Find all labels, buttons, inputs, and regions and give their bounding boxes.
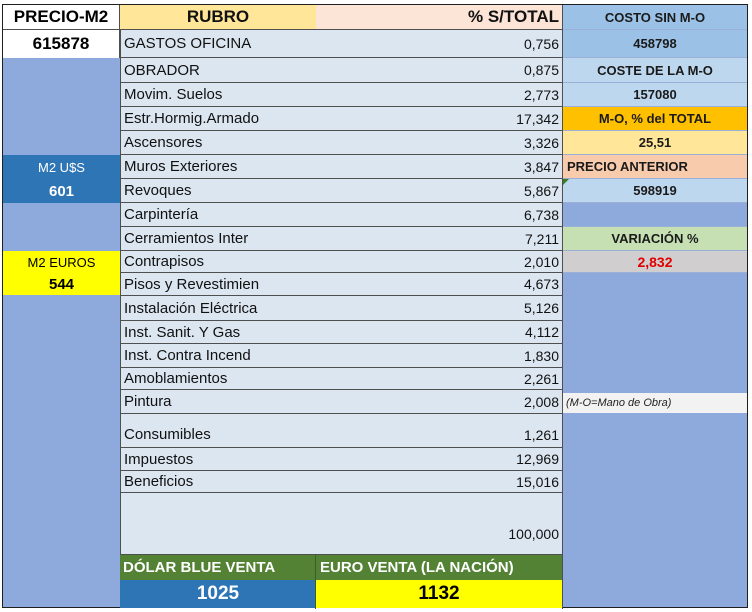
- pct-cell[interactable]: 17,342: [316, 107, 562, 131]
- m2-usd-value[interactable]: 601: [3, 179, 120, 203]
- column-divider: [562, 5, 563, 609]
- m2-usd-label[interactable]: M2 U$S: [3, 155, 120, 179]
- precio-m2-value[interactable]: 615878: [3, 30, 120, 58]
- euro-venta-value[interactable]: 1132: [316, 580, 562, 608]
- precio-anterior-label[interactable]: PRECIO ANTERIOR: [563, 155, 747, 179]
- pct-cell[interactable]: 2,010: [316, 251, 562, 273]
- empty-right-cell[interactable]: [563, 203, 747, 227]
- precio-anterior-value[interactable]: 598919: [563, 179, 747, 203]
- pct-cell[interactable]: 5,867: [316, 179, 562, 203]
- rubro-cell[interactable]: OBRADOR: [120, 58, 316, 83]
- pct-cell[interactable]: 4,112: [316, 321, 562, 344]
- mano-de-obra-note[interactable]: (M-O=Mano de Obra): [563, 393, 747, 413]
- rubro-cell[interactable]: GASTOS OFICINA: [120, 30, 316, 58]
- rubro-cell[interactable]: Inst. Sanit. Y Gas: [120, 321, 316, 344]
- rubro-cell[interactable]: Ascensores: [120, 131, 316, 155]
- rubro-cell[interactable]: Revoques: [120, 179, 316, 203]
- m2-euros-label[interactable]: M2 EUROS: [3, 251, 120, 273]
- m2-euros-value[interactable]: 544: [3, 273, 120, 295]
- rubro-cell[interactable]: Cerramientos Inter: [120, 227, 316, 251]
- rubro-cell[interactable]: Estr.Hormig.Armado: [120, 107, 316, 131]
- coste-mo-label[interactable]: COSTE DE LA M-O: [563, 58, 747, 83]
- rubro-cell[interactable]: Impuestos: [120, 448, 316, 471]
- spreadsheet-sheet: [2, 4, 748, 608]
- rubro-cell[interactable]: Carpintería: [120, 203, 316, 227]
- pct-cell[interactable]: 7,211: [316, 227, 562, 251]
- total-label-cell[interactable]: [120, 493, 316, 555]
- costo-sin-mo-label[interactable]: COSTO SIN M-O: [563, 5, 747, 30]
- coste-mo-value[interactable]: 157080: [563, 83, 747, 107]
- pct-cell[interactable]: 6,738: [316, 203, 562, 227]
- rubro-cell[interactable]: Instalación Eléctrica: [120, 296, 316, 321]
- euro-venta-label[interactable]: EURO VENTA (LA NACIÓN): [316, 555, 562, 580]
- rubro-cell[interactable]: Muros Exteriores: [120, 155, 316, 179]
- rubro-cell[interactable]: Movim. Suelos: [120, 83, 316, 107]
- pct-cell[interactable]: 2,008: [316, 390, 562, 414]
- pct-cell[interactable]: 5,126: [316, 296, 562, 321]
- costo-sin-mo-value[interactable]: 458798: [563, 30, 747, 58]
- pct-cell[interactable]: 0,875: [316, 58, 562, 83]
- pct-cell[interactable]: 3,326: [316, 131, 562, 155]
- dolar-blue-label[interactable]: DÓLAR BLUE VENTA: [120, 555, 316, 580]
- pct-cell[interactable]: 1,261: [316, 414, 562, 448]
- rubro-cell[interactable]: Pintura: [120, 390, 316, 414]
- mo-pct-label[interactable]: M-O, % del TOTAL: [563, 107, 747, 131]
- rubro-cell[interactable]: Consumibles: [120, 414, 316, 448]
- pct-cell[interactable]: 4,673: [316, 273, 562, 296]
- pct-cell[interactable]: 3,847: [316, 155, 562, 179]
- pct-cell[interactable]: 2,773: [316, 83, 562, 107]
- rubro-cell[interactable]: Beneficios: [120, 471, 316, 493]
- pct-cell[interactable]: 15,016: [316, 471, 562, 493]
- variacion-value[interactable]: 2,832: [563, 251, 747, 273]
- total-value[interactable]: 100,000: [316, 493, 562, 555]
- rubro-cell[interactable]: Inst. Contra Incend: [120, 344, 316, 368]
- rubro-cell[interactable]: Amoblamientos: [120, 368, 316, 390]
- mo-pct-value[interactable]: 25,51: [563, 131, 747, 155]
- precio-m2-label[interactable]: PRECIO-M2: [3, 5, 120, 30]
- cell-comment-marker-icon: [563, 179, 569, 185]
- column-divider: [315, 555, 316, 609]
- pct-cell[interactable]: 2,261: [316, 368, 562, 390]
- rubro-cell[interactable]: Pisos y Revestimien: [120, 273, 316, 296]
- dolar-blue-value[interactable]: 1025: [120, 580, 316, 608]
- pct-cell[interactable]: 12,969: [316, 448, 562, 471]
- rubro-cell[interactable]: Contrapisos: [120, 251, 316, 273]
- pct-cell[interactable]: 1,830: [316, 344, 562, 368]
- variacion-label[interactable]: VARIACIÓN %: [563, 227, 747, 251]
- pct-cell[interactable]: 0,756: [316, 30, 562, 58]
- pct-total-header[interactable]: % S/TOTAL: [316, 5, 562, 30]
- rubro-header[interactable]: RUBRO: [120, 5, 316, 30]
